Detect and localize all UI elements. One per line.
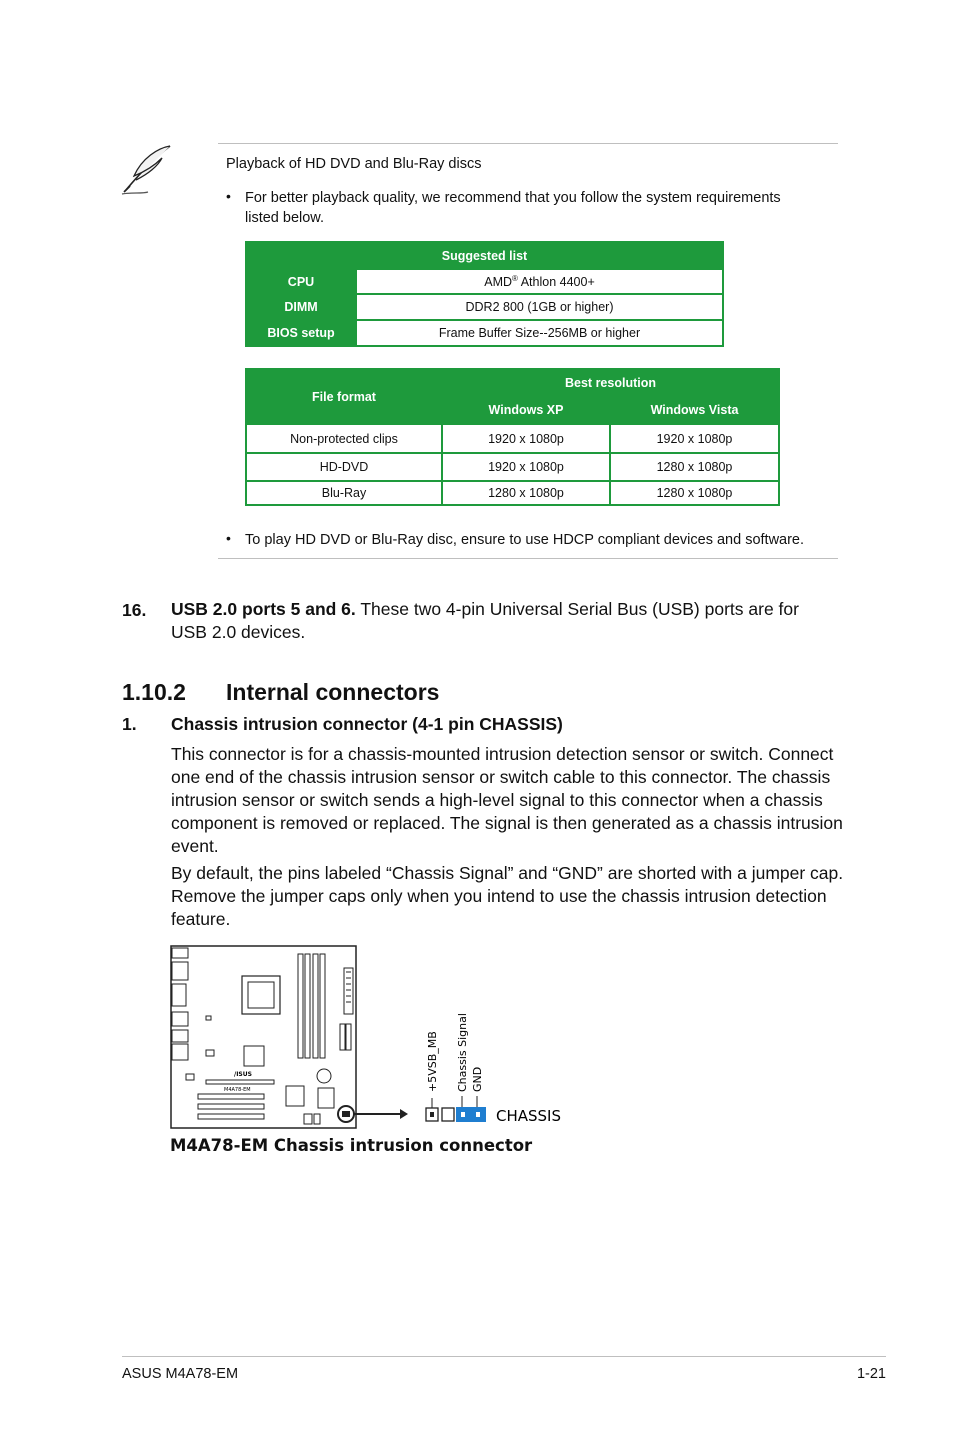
note-bottom-rule bbox=[218, 558, 838, 559]
col-file-format: File format bbox=[246, 369, 442, 424]
suggested-row-value: DDR2 800 (1GB or higher) bbox=[356, 294, 723, 320]
note-bullet1-line1: For better playback quality, we recommend that you follow the system requirements bbox=[245, 190, 781, 206]
note-bullet1-line2: listed below. bbox=[245, 210, 324, 226]
note-top-rule bbox=[218, 143, 838, 144]
motherboard-diagram bbox=[168, 944, 578, 1134]
note-bullet-mark: • bbox=[226, 188, 231, 204]
figure-caption: M4A78-EM Chassis intrusion connector bbox=[170, 1136, 533, 1155]
footer-left: ASUS M4A78-EM bbox=[122, 1366, 239, 1382]
pin-label: Chassis Signal bbox=[456, 1013, 469, 1092]
table-row-xp: 1920 x 1080p bbox=[442, 453, 610, 481]
item1-title: Chassis intrusion connector (4-1 pin CHASSIS) bbox=[171, 714, 563, 734]
note-feather-icon bbox=[118, 142, 178, 196]
pin-label: GND bbox=[471, 1066, 484, 1092]
section-title: Internal connectors bbox=[226, 679, 440, 705]
suggested-row-value: AMD® Athlon 4400+ bbox=[356, 269, 723, 294]
connector-label: CHASSIS bbox=[496, 1107, 562, 1125]
board-logo: /ISUS bbox=[234, 1071, 252, 1078]
suggested-row-label: BIOS setup bbox=[246, 320, 356, 346]
table-row-format: Blu-Ray bbox=[246, 481, 442, 505]
col-windows-xp: Windows XP bbox=[442, 396, 610, 424]
table-row-vista: 1920 x 1080p bbox=[610, 424, 779, 453]
item16-number: 16. bbox=[122, 600, 147, 620]
board-label: M4A78-EM bbox=[224, 1087, 251, 1093]
section-number: 1.10.2 bbox=[122, 679, 186, 705]
item16-text bbox=[171, 598, 851, 644]
col-best-resolution: Best resolution bbox=[442, 369, 779, 396]
pin-label: +5VSB_MB bbox=[426, 1031, 439, 1092]
suggested-row-value: Frame Buffer Size--256MB or higher bbox=[356, 320, 723, 346]
table-row-format: HD-DVD bbox=[246, 453, 442, 481]
table-row-vista: 1280 x 1080p bbox=[610, 453, 779, 481]
table-row-format: Non-protected clips bbox=[246, 424, 442, 453]
table-row-vista: 1280 x 1080p bbox=[610, 481, 779, 505]
suggested-list-table bbox=[245, 241, 724, 347]
jumper-cap bbox=[456, 1107, 486, 1122]
table-row-xp: 1920 x 1080p bbox=[442, 424, 610, 453]
resolution-table bbox=[245, 368, 780, 506]
item1-number: 1. bbox=[122, 714, 137, 734]
note-title: Playback of HD DVD and Blu-Ray discs bbox=[226, 156, 482, 172]
note-bullet2: To play HD DVD or Blu-Ray disc, ensure to use HDCP compliant devices and software. bbox=[245, 532, 805, 548]
suggested-list-header: Suggested list bbox=[246, 242, 723, 269]
item16-line1: These two 4-pin Universal Serial Bus (USB) ports are for bbox=[355, 599, 799, 619]
note-bullet-mark: • bbox=[226, 530, 231, 546]
footer-rule bbox=[122, 1356, 886, 1357]
item16-bold: USB 2.0 ports 5 and 6. bbox=[171, 599, 356, 619]
suggested-row-label: DIMM bbox=[246, 294, 356, 320]
suggested-row-label: CPU bbox=[246, 269, 356, 294]
item1-para2: By default, the pins labeled “Chassis Signal” and “GND” are shorted with a jumper cap. Remove the jumper caps only when you intend to use the chassis intrusion detection feature. bbox=[171, 863, 844, 929]
footer-page-number: 1-21 bbox=[856, 1366, 886, 1382]
item16-line2: USB 2.0 devices. bbox=[171, 622, 306, 642]
table-row-xp: 1280 x 1080p bbox=[442, 481, 610, 505]
item1-para1: This connector is for a chassis-mounted intrusion detection sensor or switch. Connect one end of the chassis intrusion sensor or switch cable to this connector. The chassis intrusion sensor or switch sends a high-level signal to this connector when a chassis component is removed or replaced. The signal is then generated as a chassis intrusion event. bbox=[171, 744, 843, 856]
col-windows-vista: Windows Vista bbox=[610, 396, 779, 424]
